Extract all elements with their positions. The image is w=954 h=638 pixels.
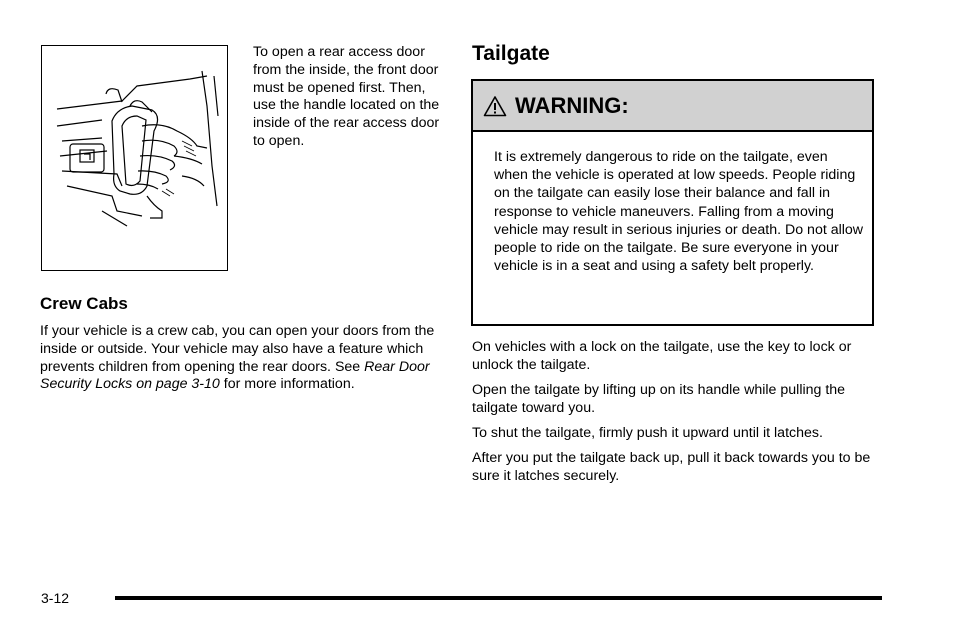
warning-title: WARNING: bbox=[515, 92, 629, 118]
tailgate-heading: Tailgate bbox=[472, 42, 550, 65]
warning-header bbox=[473, 81, 872, 132]
warning-triangle-icon bbox=[483, 95, 507, 117]
crew-cabs-heading: Crew Cabs bbox=[40, 294, 128, 313]
tailgate-open-paragraph: Open the tailgate by lifting up on its handle while pulling the tailgate toward you. bbox=[472, 382, 846, 416]
tailgate-latch-paragraph: After you put the tailgate back up, pull it back towards you to be sure it latches securely. bbox=[472, 450, 871, 484]
page-number: 3-12 bbox=[41, 590, 70, 606]
crew-cabs-body bbox=[40, 323, 444, 394]
illustration-caption: To open a rear access door from the inside, the front door must be opened first. Then, use the handle located on the inside of the rear access door to open. bbox=[253, 44, 440, 149]
tailgate-shut-paragraph: To shut the tailgate, firmly push it upward until it latches. bbox=[472, 425, 823, 441]
crew-cabs-text-start: If your vehicle is a crew cab, you can open your doors from the inside or outside. Your vehicle may also have a feature which prevents children from opening the rear doors. See bbox=[40, 323, 435, 375]
footer-rule bbox=[115, 596, 882, 600]
warning-box bbox=[471, 79, 874, 326]
rear-door-security-locks-reference[interactable]: Rear Door Security Locks on page 3-10 bbox=[40, 358, 430, 393]
warning-text: It is extremely dangerous to ride on the tailgate, even when the vehicle is operated at low speeds. People riding on the tailgate can easily lose their balance and fall in response to vehicle maneuvers. Falling from a moving vehicle may result in serious injuries or death. Do not allow people to ride on the tailgate. Be sure everyone in your vehicle is in a seat and using a safety belt properly. bbox=[494, 149, 864, 275]
crew-cabs-text-end: for more information. bbox=[219, 376, 355, 393]
rear-door-handle-illustration bbox=[41, 45, 228, 271]
tailgate-lock-paragraph: On vehicles with a lock on the tailgate, use the key to lock or unlock the tailgate. bbox=[472, 339, 852, 373]
